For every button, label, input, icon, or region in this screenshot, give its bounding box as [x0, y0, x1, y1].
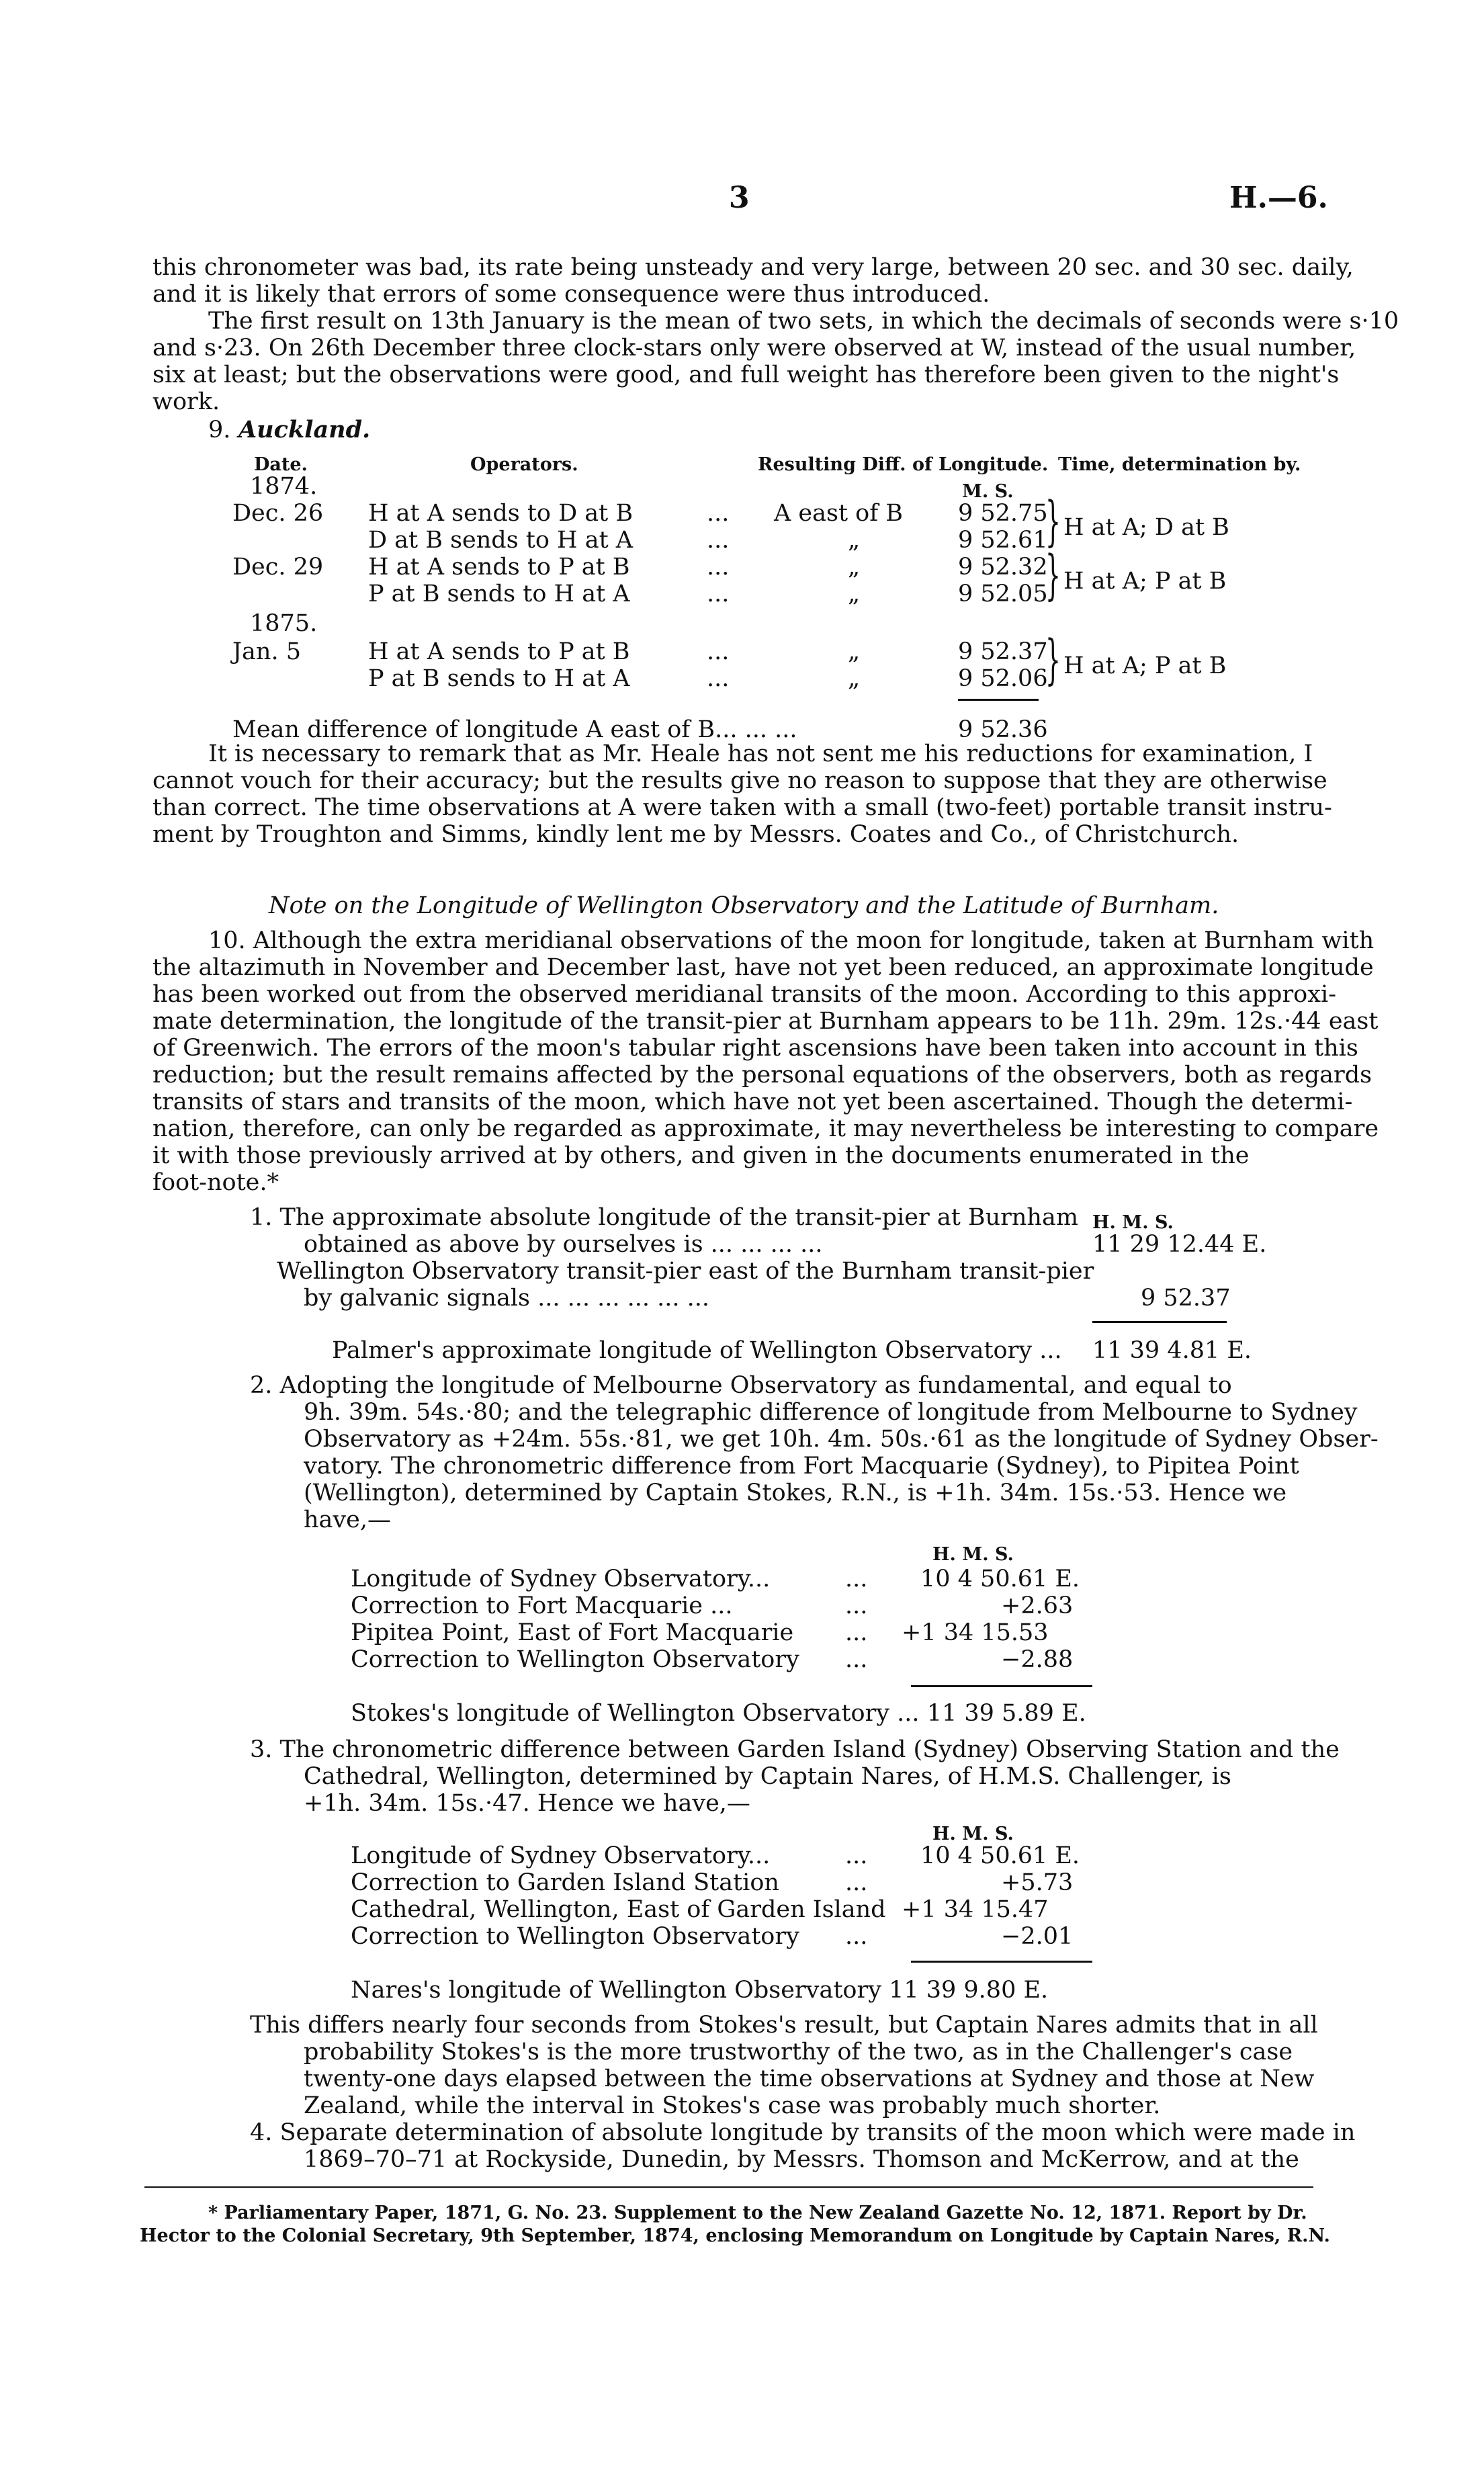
document-code: H.—6.	[1229, 181, 1328, 215]
item1-value: 11 29 12.44 E.	[1092, 1231, 1267, 1258]
item3-row-dots: ...	[845, 1869, 868, 1896]
item2-row-value: +1 34 15.53	[902, 1619, 1049, 1646]
col-header-date: Date.	[254, 454, 308, 475]
row-direction: „	[848, 581, 861, 607]
intro-line: and it is likely that errors of some consequence were thus introduced.	[152, 281, 990, 308]
row-dots: ...	[707, 665, 730, 692]
item3-row-label: Cathedral, Wellington, East of Garden Island	[351, 1896, 886, 1923]
footnote-rule	[144, 2186, 1313, 2188]
footnote-line: * Parliamentary Paper, 1871, G. No. 23. Supplement to the New Zealand Gazette No. 12, 1871. Report by Dr.	[208, 2203, 1307, 2223]
intro-line: work.	[152, 388, 220, 415]
item3-row-dots: ...	[845, 1923, 868, 1950]
item2-line: Observatory as +24m. 55s.·81, we get 10h. 4m. 50s.·61 as the longitude of Sydney Obser-	[304, 1426, 1379, 1453]
row-direction: „	[848, 665, 861, 692]
item3-row-label: Correction to Wellington Observatory	[351, 1923, 799, 1950]
row-value: 9 52.32	[958, 554, 1048, 581]
item1-line: Wellington Observatory transit-pier east of the Burnham transit-pier	[277, 1258, 1094, 1285]
row-dots: ...	[707, 527, 730, 554]
note-title: Note on the Longitude of Wellington Observatory and the Latitude of Burnham.	[269, 892, 1219, 919]
para-line: of Greenwich. The errors of the moon's tabular right ascensions have been taken into account in this	[152, 1035, 1358, 1062]
row-value: 9 52.37	[958, 638, 1048, 665]
intro-line: and s·23. On 26th December three clock-stars only were observed at W, instead of the usual number,	[152, 335, 1356, 361]
sum-rule	[911, 1961, 1092, 1963]
item2-line: 2. Adopting the longitude of Melbourne Observatory as fundamental, and equal to	[250, 1372, 1232, 1399]
intro-line: this chronometer was bad, its rate being unsteady and very large, between 20 sec. and 30 sec. daily,	[152, 254, 1354, 281]
year-label: 1875.	[250, 610, 318, 637]
item1-result-label: Palmer's approximate longitude of Wellington Observatory ...	[332, 1337, 1062, 1364]
year-label: 1874.	[250, 473, 318, 500]
row-direction: A east of B	[774, 500, 904, 527]
brace-glyph: }	[1045, 544, 1061, 606]
row-dots: ...	[707, 638, 730, 665]
para-line: foot-note.*	[152, 1169, 279, 1196]
para-line: it with those previously arrived at by others, and given in the documents enumerated in the	[152, 1142, 1250, 1169]
item2-line: vatory. The chronometric difference from Fort Macquarie (Sydney), to Pipitea Point	[304, 1453, 1299, 1480]
item2-row-value: 10 4 50.61 E.	[920, 1566, 1080, 1592]
intro-line: The first result on 13th January is the mean of two sets, in which the decimals of seconds were s·10	[208, 308, 1399, 335]
intro-line: six at least; but the observations were good, and full weight has therefore been given to the night's	[152, 361, 1340, 388]
row-operators: P at B sends to H at A	[368, 665, 630, 692]
row-value: 9 52.61	[958, 527, 1048, 554]
footnote-line: Hector to the Colonial Secretary, 9th September, 1874, enclosing Memorandum on Longitude by Captain Nares, R.N.	[140, 2225, 1330, 2246]
sum-rule	[911, 1685, 1092, 1687]
diff-line: Zealand, while the interval in Stokes's case was probably much shorter.	[304, 2092, 1161, 2119]
item2-row-label: Correction to Fort Macquarie ...	[351, 1592, 733, 1619]
item2-row-value: −2.88	[1001, 1646, 1074, 1673]
row-operators: H at A sends to D at B	[368, 500, 634, 527]
time-determination: H at A; P at B	[1063, 652, 1227, 679]
row-operators: H at A sends to P at B	[368, 638, 630, 665]
item3-row-dots: ...	[845, 1842, 868, 1869]
para-line: the altazimuth in November and December last, have not yet been reduced, an approximate longitude	[152, 954, 1374, 981]
row-operators: D at B sends to H at A	[368, 527, 634, 554]
para-line: has been worked out from the observed meridianal transits of the moon. According to this approxi-	[152, 981, 1337, 1008]
diff-line: twenty-one days elapsed between the time observations at Sydney and those at New	[304, 2065, 1315, 2092]
para-line: mate determination, the longitude of the transit-pier at Burnham appears to be 11h. 29m. 12s.·44 east	[152, 1008, 1379, 1035]
item3-line: 3. The chronometric difference between Garden Island (Sydney) Observing Station and the	[250, 1736, 1340, 1763]
col-header-result: Resulting Diff. of Longitude.	[758, 454, 1049, 475]
item4-line: 4. Separate determination of absolute longitude by transits of the moon which were made in	[250, 2119, 1356, 2146]
sum-rule	[1092, 1321, 1227, 1323]
col-header-operators: Operators.	[470, 454, 578, 475]
item3-line: Cathedral, Wellington, determined by Captain Nares, of H.M.S. Challenger, is	[304, 1763, 1231, 1790]
item3-result: Nares's longitude of Wellington Observatory 11 39 9.80 E.	[351, 1977, 1049, 2004]
row-date: Dec. 29	[232, 554, 324, 581]
item2-line: 9h. 39m. 54s.·80; and the telegraphic difference of longitude from Melbourne to Sydney	[304, 1399, 1358, 1426]
item1-line: 1. The approximate absolute longitude of the transit-pier at Burnham	[250, 1204, 1079, 1231]
para-line: transits of stars and transits of the moon, which have not yet been ascertained. Though the determi-	[152, 1088, 1353, 1115]
item2-row-label: Pipitea Point, East of Fort Macquarie	[351, 1619, 794, 1646]
remark-line: than correct. The time observations at A were taken with a small (two-feet) portable transit instru-	[152, 794, 1332, 821]
remark-line: It is necessary to remark that as Mr. Heale has not sent me his reductions for examination, I	[208, 740, 1313, 767]
para-line: reduction; but the result remains affected by the personal equations of the observers, both as regards	[152, 1062, 1372, 1088]
diff-line: This differs nearly four seconds from Stokes's result, but Captain Nares admits that in all	[250, 2012, 1318, 2039]
item3-row-value: −2.01	[1001, 1923, 1074, 1950]
para-line: 10. Although the extra meridianal observations of the moon for longitude, taken at Burnham with	[208, 927, 1374, 954]
item3-line: +1h. 34m. 15s.·47. Hence we have,—	[304, 1790, 750, 1817]
row-date: Dec. 26	[232, 500, 324, 527]
col-header-time: Time, determination by.	[1058, 454, 1301, 475]
item2-line: have,—	[304, 1506, 392, 1533]
time-determination: H at A; P at B	[1063, 568, 1227, 595]
row-direction: „	[848, 527, 861, 554]
remark-line: ment by Troughton and Simms, kindly lent me by Messrs. Coates and Co., of Christchurch.	[152, 821, 1239, 848]
item3-row-value: +1 34 15.47	[902, 1896, 1049, 1923]
item3-row-value: 10 4 50.61 E.	[920, 1842, 1080, 1869]
row-direction: „	[848, 638, 861, 665]
item2-line: (Wellington), determined by Captain Stokes, R.N., is +1h. 34m. 15s.·53. Hence we	[304, 1480, 1287, 1506]
row-value: 9 52.75	[958, 500, 1048, 527]
item1-result-value: 11 39 4.81 E.	[1092, 1337, 1252, 1364]
item2-row-dots: ...	[845, 1646, 868, 1673]
units-label: H. M. S.	[932, 1544, 1014, 1565]
row-dots: ...	[707, 581, 730, 607]
row-value: 9 52.05	[958, 581, 1048, 607]
section-number: 9.	[208, 417, 231, 443]
row-operators: H at A sends to P at B	[368, 554, 630, 581]
item2-row-dots: ...	[845, 1566, 868, 1592]
item2-row-dots: ...	[845, 1619, 868, 1646]
remark-line: cannot vouch for their accuracy; but the results give no reason to suppose that they are otherwise	[152, 767, 1327, 794]
item3-row-value: +5.73	[1001, 1869, 1074, 1896]
item2-row-value: +2.63	[1001, 1592, 1074, 1619]
section-heading: Auckland.	[238, 416, 371, 443]
sum-rule	[958, 699, 1039, 701]
row-direction: „	[848, 554, 861, 581]
brace-glyph: }	[1045, 628, 1061, 691]
row-value: 9 52.06	[958, 665, 1048, 692]
mean-label: Mean difference of longitude A east of B... ... ...	[232, 716, 797, 743]
item2-row-label: Longitude of Sydney Observatory...	[351, 1566, 771, 1592]
item4-line: 1869–70–71 at Rockyside, Dunedin, by Messrs. Thomson and McKerrow, and at the	[304, 2146, 1299, 2173]
item2-row-label: Correction to Wellington Observatory	[351, 1646, 799, 1673]
item3-row-label: Correction to Garden Island Station	[351, 1869, 779, 1896]
page-number: 3	[729, 181, 750, 215]
item1-line: obtained as above by ourselves is ... ... ... ...	[304, 1231, 823, 1258]
units-label: H. M. S.	[1092, 1212, 1174, 1233]
diff-line: probability Stokes's is the more trustworthy of the two, as in the Challenger's case	[304, 2039, 1293, 2065]
row-operators: P at B sends to H at A	[368, 581, 630, 607]
item3-row-label: Longitude of Sydney Observatory...	[351, 1842, 771, 1869]
item2-row-dots: ...	[845, 1592, 868, 1619]
item1-value: 9 52.37	[1141, 1285, 1231, 1312]
item2-result: Stokes's longitude of Wellington Observatory ... 11 39 5.89 E.	[351, 1700, 1086, 1727]
brace-glyph: }	[1045, 490, 1061, 552]
row-date: Jan. 5	[232, 638, 301, 665]
mean-value: 9 52.36	[958, 716, 1048, 743]
row-dots: ...	[707, 500, 730, 527]
para-line: nation, therefore, can only be regarded as approximate, it may nevertheless be interesting to compare	[152, 1115, 1379, 1142]
time-determination: H at A; D at B	[1063, 514, 1229, 541]
item1-line: by galvanic signals ... ... ... ... ... ...	[304, 1285, 710, 1312]
units-label: H. M. S.	[932, 1824, 1014, 1844]
row-dots: ...	[707, 554, 730, 581]
units-label: M. S.	[962, 481, 1014, 502]
